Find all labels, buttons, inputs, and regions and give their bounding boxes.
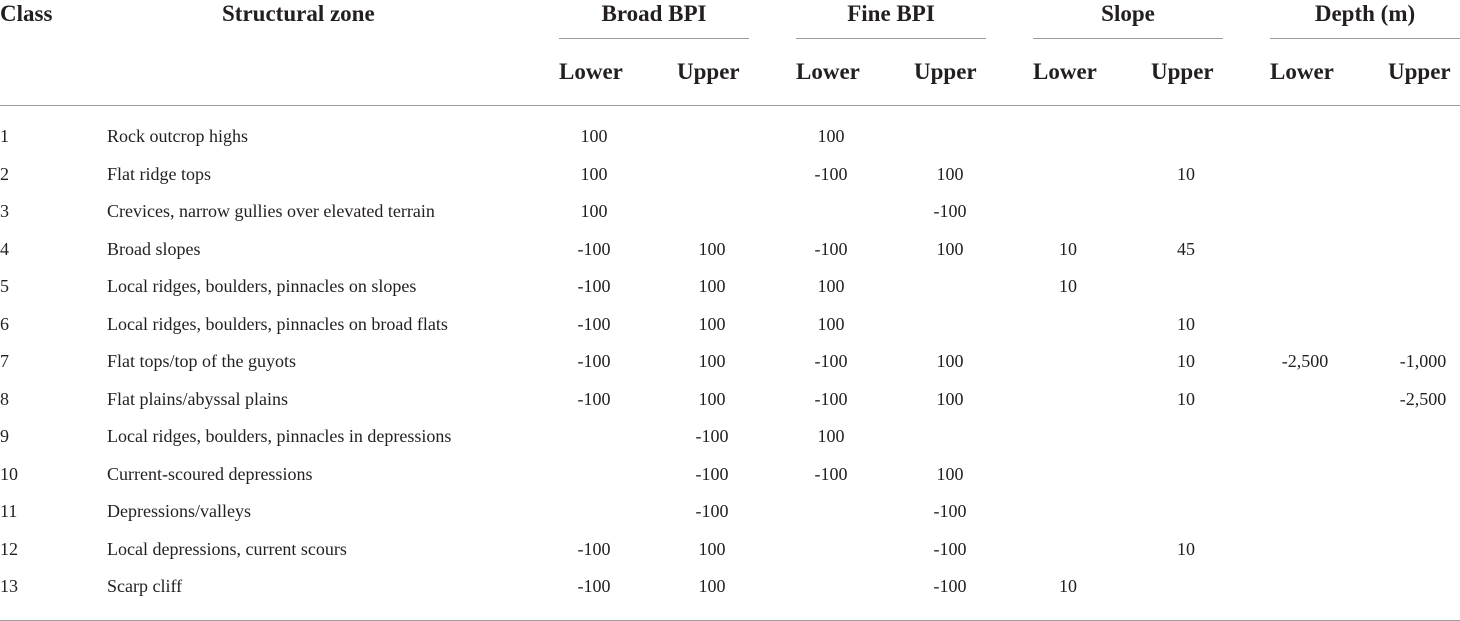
class-cell: 4 — [0, 239, 9, 259]
structural-zone-cell: Broad slopes — [107, 239, 201, 259]
value-cell: -1,000 — [1399, 351, 1447, 371]
subheader-lower: Lower — [559, 59, 623, 84]
value-cell: 100 — [698, 314, 726, 334]
header-rule — [0, 105, 1460, 106]
group-underline — [1270, 38, 1460, 39]
class-cell: 2 — [0, 164, 9, 184]
value-cell: -2,500 — [1399, 389, 1447, 409]
class-cell: 8 — [0, 389, 9, 409]
value-cell: -100 — [577, 576, 611, 596]
value-cell: -100 — [933, 201, 967, 221]
subheader-upper: Upper — [914, 59, 977, 84]
class-cell: 13 — [0, 576, 18, 596]
class-cell: 6 — [0, 314, 9, 334]
value-cell: 100 — [817, 126, 845, 146]
class-cell: 12 — [0, 539, 18, 559]
value-cell: 10 — [1059, 276, 1077, 296]
value-cell: -100 — [814, 239, 848, 259]
header-group-slope: Slope — [1101, 1, 1155, 26]
structural-zone-cell: Local depressions, current scours — [107, 539, 347, 559]
header-group-fine-bpi: Fine BPI — [847, 1, 935, 26]
structural-zone-cell: Scarp cliff — [107, 576, 183, 596]
value-cell: 100 — [698, 351, 726, 371]
value-cell: -100 — [577, 539, 611, 559]
value-cell: -100 — [577, 239, 611, 259]
value-cell: 100 — [698, 239, 726, 259]
value-cell: -100 — [814, 389, 848, 409]
structural-zone-cell: Crevices, narrow gullies over elevated terrain — [107, 201, 435, 221]
value-cell: 100 — [936, 239, 964, 259]
value-cell: 100 — [817, 276, 845, 296]
structural-zone-cell: Local ridges, boulders, pinnacles in depressions — [107, 426, 452, 446]
value-cell: 100 — [936, 351, 964, 371]
subheader-upper: Upper — [677, 59, 740, 84]
class-cell: 3 — [0, 201, 9, 221]
subheader-upper: Upper — [1388, 59, 1451, 84]
value-cell: 10 — [1177, 539, 1195, 559]
group-underline — [796, 38, 986, 39]
value-cell: -100 — [577, 276, 611, 296]
class-cell: 10 — [0, 464, 18, 484]
structural-zone-cell: Rock outcrop highs — [107, 126, 248, 146]
group-underline — [559, 38, 749, 39]
value-cell: 100 — [580, 164, 608, 184]
subheader-lower: Lower — [1033, 59, 1097, 84]
value-cell: 10 — [1059, 239, 1077, 259]
structural-zone-cell: Flat plains/abyssal plains — [107, 389, 288, 409]
value-cell: -100 — [695, 501, 729, 521]
value-cell: -100 — [577, 351, 611, 371]
value-cell: 100 — [698, 276, 726, 296]
class-cell: 1 — [0, 126, 9, 146]
value-cell: 100 — [580, 201, 608, 221]
header-structural-zone: Structural zone — [222, 1, 375, 26]
value-cell: -100 — [814, 164, 848, 184]
value-cell: -2,500 — [1281, 351, 1329, 371]
value-cell: -100 — [814, 351, 848, 371]
value-cell: 10 — [1177, 389, 1195, 409]
value-cell: 10 — [1059, 576, 1077, 596]
class-cell: 9 — [0, 426, 9, 446]
value-cell: 10 — [1177, 351, 1195, 371]
structural-zone-cell: Depressions/valleys — [107, 501, 251, 521]
value-cell: 10 — [1177, 314, 1195, 334]
value-cell: 100 — [698, 576, 726, 596]
value-cell: 100 — [698, 389, 726, 409]
value-cell: 100 — [817, 426, 845, 446]
value-cell: 100 — [580, 126, 608, 146]
group-underline — [1033, 38, 1223, 39]
header-group-depth: Depth (m) — [1314, 1, 1416, 26]
value-cell: 100 — [698, 539, 726, 559]
value-cell: -100 — [814, 464, 848, 484]
structural-zone-cell: Flat ridge tops — [107, 164, 211, 184]
header-group-broad-bpi: Broad BPI — [601, 1, 707, 26]
subheader-upper: Upper — [1151, 59, 1214, 84]
structural-zone-cell: Local ridges, boulders, pinnacles on broad flats — [107, 314, 448, 334]
value-cell: -100 — [933, 501, 967, 521]
value-cell: 10 — [1177, 164, 1195, 184]
value-cell: -100 — [577, 314, 611, 334]
value-cell: 100 — [936, 464, 964, 484]
value-cell: 45 — [1177, 239, 1195, 259]
structural-zone-cell: Flat tops/top of the guyots — [107, 351, 296, 371]
value-cell: 100 — [936, 164, 964, 184]
structural-zone-cell: Local ridges, boulders, pinnacles on slopes — [107, 276, 417, 296]
class-cell: 5 — [0, 276, 9, 296]
structural-zone-cell: Current-scoured depressions — [107, 464, 313, 484]
value-cell: -100 — [933, 576, 967, 596]
class-cell: 7 — [0, 351, 9, 371]
value-cell: -100 — [695, 464, 729, 484]
value-cell: 100 — [936, 389, 964, 409]
header-class: Class — [0, 1, 53, 26]
value-cell: -100 — [695, 426, 729, 446]
subheader-lower: Lower — [1270, 59, 1334, 84]
value-cell: -100 — [577, 389, 611, 409]
value-cell: 100 — [817, 314, 845, 334]
subheader-lower: Lower — [796, 59, 860, 84]
value-cell: -100 — [933, 539, 967, 559]
class-cell: 11 — [0, 501, 18, 521]
